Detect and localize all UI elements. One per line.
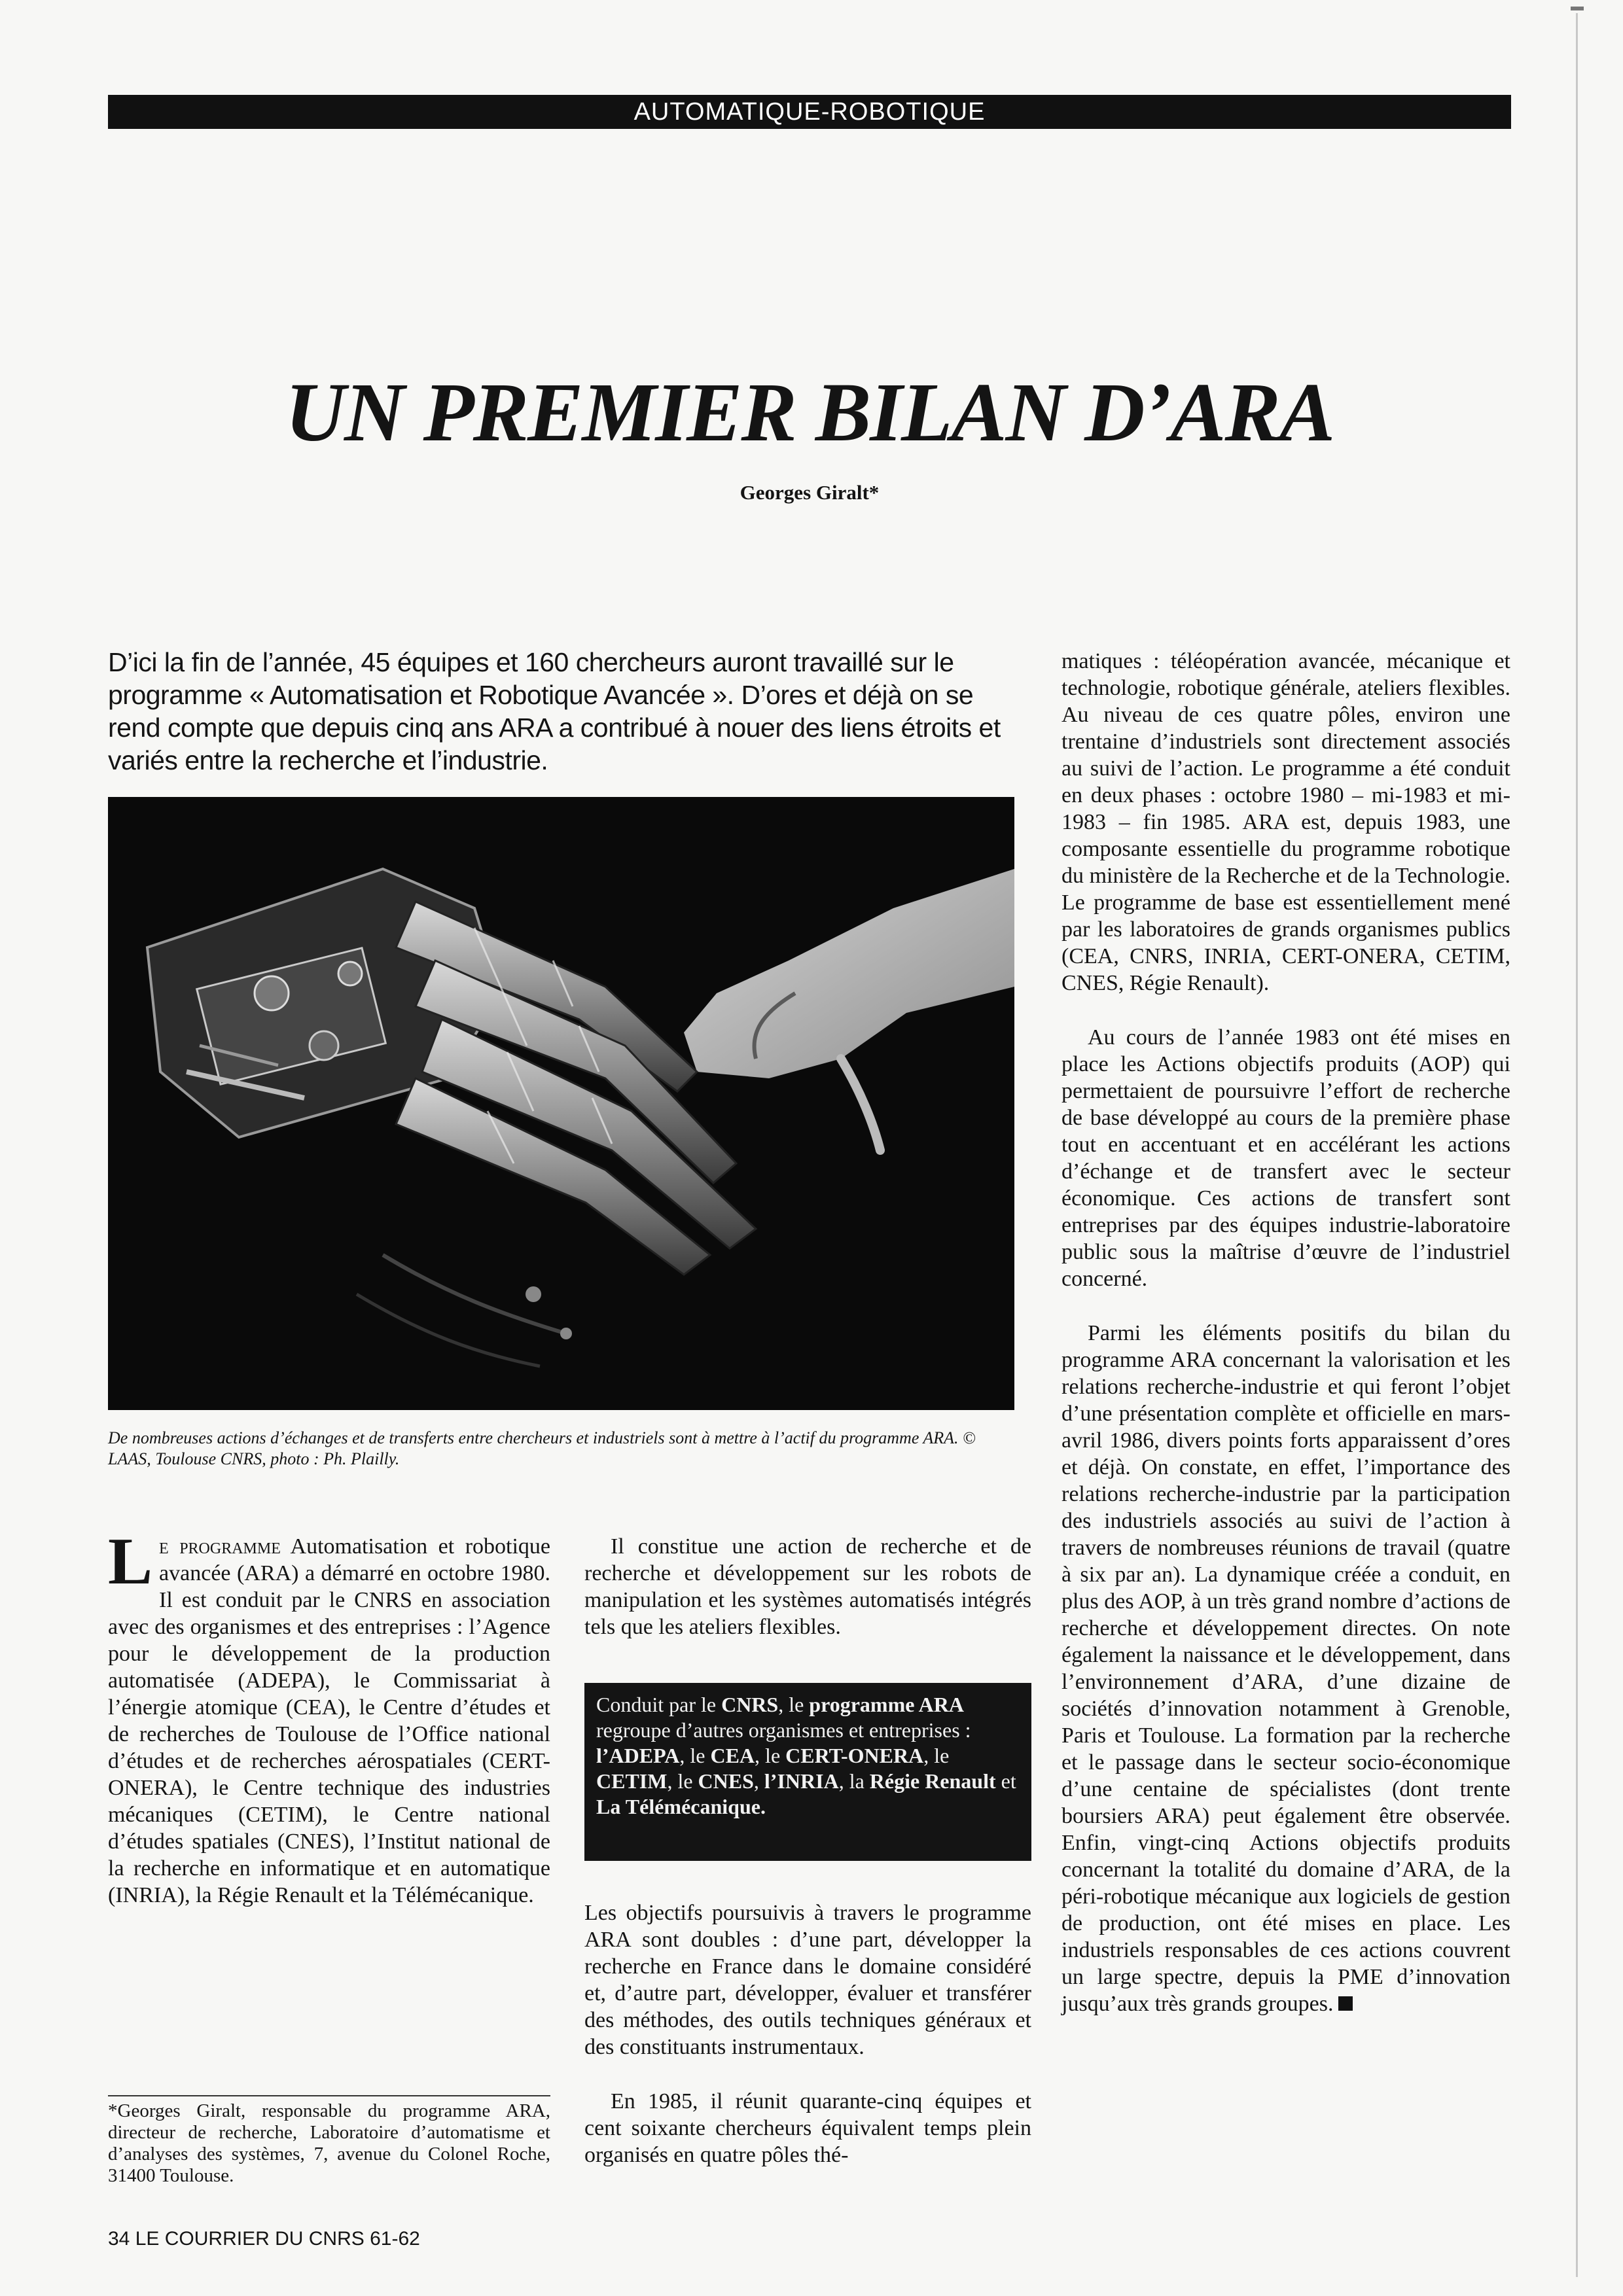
callout-text: , <box>753 1769 764 1793</box>
callout-text: regroupe d’autres organismes et entreprises : <box>596 1718 971 1742</box>
paragraph-text: Automatisation et robotique avancée (ARA) a démarré en octobre 1980. Il est conduit par le CNRS en association avec des organismes et des entreprises : l’Agence pour le développement de la production automatisée (ADEPA), le Commissariat à l’énergie atomique (CEA), le Centre d’études et de recherches de Toulouse de l’Office national d’études et de recherches aérospatiales (CERT-ONERA), le Centre technique des industries mécaniques (CETIM), le Centre national d’études spatiales (CNES), l’Institut national de la recherche en informatique et en automatique (INRIA), la Régie Renault et la Télémécanique. <box>108 1534 550 1907</box>
end-of-article-mark <box>1338 1996 1353 2011</box>
paragraph <box>108 1525 550 1909</box>
paragraph <box>1061 1320 1510 2017</box>
paragraph-text: Parmi les éléments positifs du bilan du programme ARA concernant la valorisation et les relations recherche-industrie et qui feront l’objet d’une présentation complète et officielle en mars-avril 1986, divers points forts apparaissent d’ores et déjà. On constate, en effet, l’importance des relations recherche-industrie par la participation des industriels associés au suivi de l’action à travers de nombreuses réunions de travail (quatre à six par an). La dynamique créée a conduit, en plus des AOP, à un très grand nombre d’actions de recherche et développement directes. On note également la naissance et le développement, dans l’environnement d’ARA, d’une dizaine de sociétés d’innovation notamment à Grenoble, Paris et Toulouse. La formation par la recherche et le passage dans le secteur socio-économique d’une centaine de spécialistes (dont trente boursiers ARA) peut également être observée. Enfin, vingt-cinq Actions objectifs produits concernant la totalité du domaine d’ARA, de la péri-robotique mécanique aux logiciels de gestion de production, ont été mises en place. Les industriels responsables de ces actions couvrent un large spectre, depuis la PME d’innovation jusqu’aux très grands groupes. <box>1061 1321 1510 2016</box>
photo-caption: De nombreuses actions d’échanges et de transferts entre chercheurs et industriels sont à mettre à l’actif du programme ARA. © LAAS, Toulouse CNRS, photo : Ph. Plailly. <box>108 1428 976 1468</box>
author-footnote: *Georges Giralt, responsable du programme ARA, directeur de recherche, Laboratoire d’automatisme et d’analyses des systèmes, 7, avenue du Colonel Roche, 31400 Toulouse. <box>108 2100 550 2186</box>
article-column-2 <box>584 1533 1031 1640</box>
article-column-1 <box>108 1525 550 1909</box>
paragraph: matiques : téléopération avancée, mécanique et technologie, robotique générale, ateliers flexibles. Au niveau de ces quatre pôles, environ une trentaine d’industriels sont directement associés au suivi de l’action. Le programme a été conduit en deux phases : octobre 1980 – mi-1983 et mi-1983 – fin 1985. ARA est, depuis 1983, une composante essentielle du programme robotique du ministère de la Recherche et de la Technologie. Le programme de base est essentiellement mené par les laboratoires de grands organismes publics (CEA, CNRS, INRIA, CERT-ONERA, CETIM, CNES, Régie Renault). <box>1061 649 1510 995</box>
article-intro: D’ici la fin de l’année, 45 équipes et 160 chercheurs auront travaillé sur le programme « Automatisation et Robotique Avancée ». D’ores et déjà on se rend compte que depuis cinq ans ARA a contribué à nouer des liens étroits et variés entre la recherche et l’industrie. <box>108 647 1001 775</box>
section-header: AUTOMATIQUE-ROBOTIQUE <box>108 95 1511 129</box>
paragraph: Les objectifs poursuivis à travers le programme ARA sont doubles : d’une part, développer la recherche en France dans le domaine considéré et, d’autre part, développer, évaluer et transférer des méthodes, des outils techniques généraux et des constituants instrumentaux. <box>584 1901 1031 2059</box>
callout-bold: La Télémécanique. <box>596 1795 766 1818</box>
scan-edge-mark <box>1571 7 1584 10</box>
scan-edge-line <box>1576 13 1578 2277</box>
article-title: UN PREMIER BILAN D’ARA <box>285 366 1334 459</box>
callout-bold: CEA <box>710 1744 755 1767</box>
callout-bold: programme ARA <box>809 1693 964 1716</box>
callout-bold: Régie Renault <box>869 1769 996 1793</box>
callout-bold: CNRS <box>721 1693 779 1716</box>
callout-text: , le <box>923 1744 950 1767</box>
robot-hand-photo <box>108 797 1014 1410</box>
paragraph: Il constitue une action de recherche et de recherche et développement sur les robots de manipulation et les systèmes automatisés intégrés tels que les ateliers flexibles. <box>584 1534 1031 1639</box>
paragraph: Au cours de l’année 1983 ont été mises en place les Actions objectifs produits (AOP) qui permettaient de poursuivre l’effort de recherche de base développé au cours de la première phase tout en accentuant et en accélérant les actions d’échange et de transfert avec le secteur économique. Ces actions de transfert sont entreprises par des équipes industrie-laboratoire public sous la maîtrise d’œuvre de l’industriel concerné. <box>1061 1025 1510 1291</box>
callout-bold: l’INRIA <box>764 1769 839 1793</box>
footnote-divider <box>108 2095 550 2096</box>
callout-text: et <box>995 1769 1016 1793</box>
callout-text: , le <box>667 1769 698 1793</box>
callout-bold: CNES <box>698 1769 754 1793</box>
article-column-3 <box>1061 648 1510 2017</box>
callout-bold: l’ADEPA <box>596 1744 680 1767</box>
lead-in: e programme <box>159 1534 281 1559</box>
callout-bold: CERT-ONERA <box>785 1744 924 1767</box>
robot-hand-illustration <box>108 797 1014 1410</box>
callout-text: , le <box>679 1744 711 1767</box>
pull-quote-box <box>584 1683 1031 1861</box>
paragraph: En 1985, il réunit quarante-cinq équipes et cent soixante chercheurs équivalent temps plein organisés en quatre pôles thé- <box>584 2089 1031 2167</box>
callout-text: , le <box>755 1744 786 1767</box>
article-column-2-continued <box>584 1899 1031 2168</box>
article-author: Georges Giralt* <box>740 481 880 504</box>
callout-text: , le <box>778 1693 810 1716</box>
callout-bold: CETIM <box>596 1769 668 1793</box>
callout-text: Conduit par le <box>596 1693 722 1716</box>
callout-text: , la <box>838 1769 870 1793</box>
drop-cap: L <box>108 1525 153 1598</box>
page-folio: 34 LE COURRIER DU CNRS 61-62 <box>108 2228 420 2250</box>
